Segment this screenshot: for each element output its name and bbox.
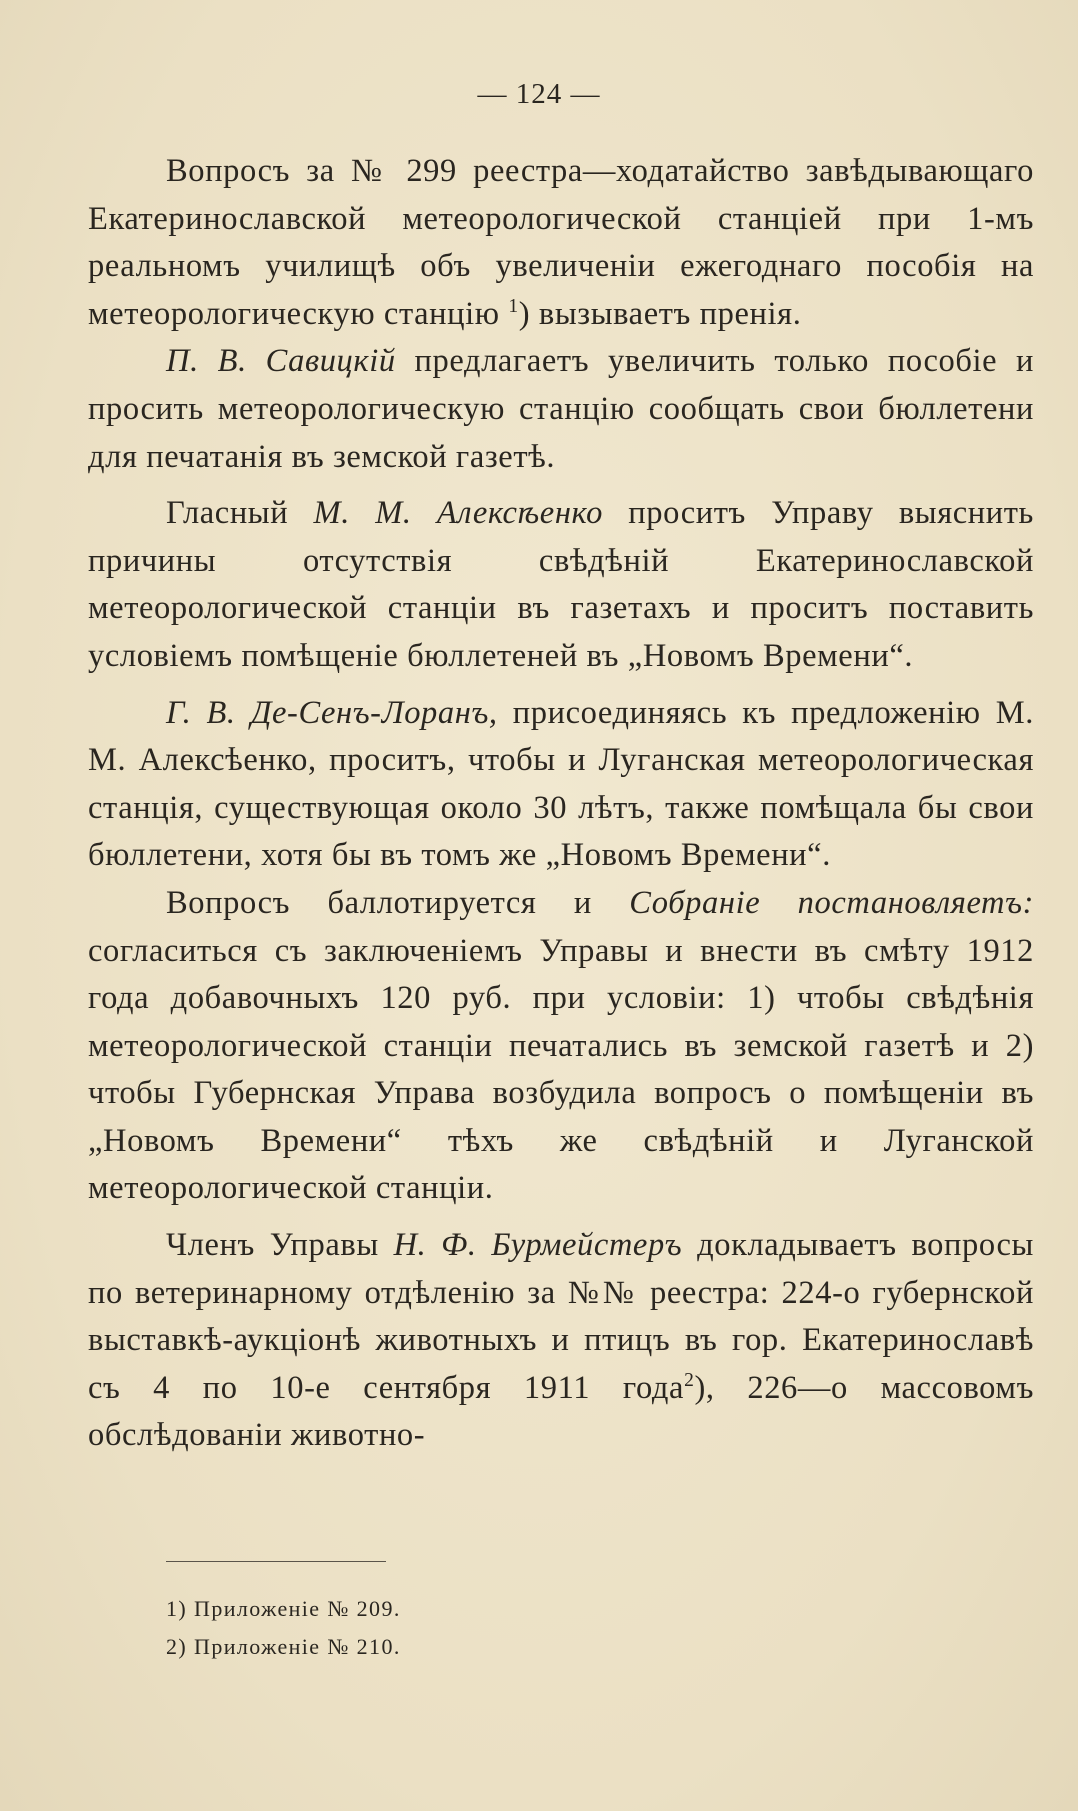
- footnote-ref-1[interactable]: 1: [508, 295, 519, 317]
- paragraph-alekseenko: [88, 490, 1034, 680]
- speaker-name: П. В. Савицкій: [166, 343, 396, 380]
- footnote-text: Приложеніе № 209.: [187, 1596, 401, 1621]
- paragraph-savitsky: [88, 338, 1034, 481]
- footnote-mark: 2): [166, 1634, 188, 1659]
- paragraph-text-tail: ), 226—о массовомъ обслѣдованіи животно-: [88, 1369, 1034, 1454]
- resolution-phrase: Собраніе постановляетъ:: [629, 884, 1035, 921]
- paragraph-resolution: [88, 880, 1034, 1213]
- paragraph-text: докладываетъ вопросы по ветеринарному отдѣленію за №№ реестра: 224-о губернской выставкѣ-аукціонѣ животныхъ и птицъ въ гор. Екатеринославѣ съ 4 по 10-е сентября 1911 года: [88, 1227, 1034, 1406]
- footnote-2: [166, 1628, 766, 1666]
- paragraph-lead: Вопросъ баллотируется и: [166, 884, 630, 921]
- paragraph-text: проситъ Управу выяснить причины отсутствія свѣдѣній Екатеринославской метеорологической станціи въ газетахъ и проситъ поставить условіемъ помѣщеніе бюллетеней въ „Новомъ Времени“.: [88, 495, 1034, 674]
- paragraph-text: Вопросъ за № 299 реестра—ходатайство завѣдывающаго Екатеринославской метеорологической станціей при 1-мъ реальномъ училищѣ объ увеличеніи ежегоднаго пособія на метеорологическую станцію: [88, 153, 1034, 332]
- speaker-name: М. М. Алексѣенко: [313, 495, 603, 532]
- footnote-divider: [166, 1561, 386, 1562]
- paragraph-text: присоединяясь къ предложенію М. М. Алексѣенко, проситъ, чтобы и Луганская метеорологическая станція, существующая около 30 лѣтъ, также помѣщала бы свои бюллетени, хотя бы въ томъ же „Новомъ Времени“.: [88, 694, 1034, 874]
- paragraph-burmeister: [88, 1222, 1034, 1460]
- page-number: — 124 —: [477, 78, 601, 110]
- paragraph-lead: Членъ Управы: [166, 1227, 394, 1264]
- paragraph-ventilation-station: [88, 148, 1034, 338]
- footnote-text: Приложеніе № 210.: [187, 1634, 401, 1659]
- paragraph-lead: Гласный: [166, 495, 314, 532]
- body-text: [88, 148, 1034, 1460]
- paragraph-text: предлагаетъ увеличить только пособіе и просить метеорологическую станцію сообщать свои бюллетени для печатанія въ земской газетѣ.: [88, 343, 1034, 475]
- paragraph-de-saint-laurent: [88, 690, 1034, 880]
- speaker-name: Н. Ф. Бурмейстеръ: [393, 1227, 683, 1264]
- footnote-mark: 1): [166, 1596, 188, 1621]
- paragraph-text-tail: ) вызываетъ пренія.: [518, 295, 802, 332]
- footnote-1: [166, 1590, 766, 1628]
- paragraph-text: согласиться съ заключеніемъ Управы и внести въ смѣту 1912 года добавочныхъ 120 руб. при условіи: 1) чтобы свѣдѣнія метеорологической станціи печатались въ земской газетѣ и 2) чтобы Губернская Управа возбудила вопросъ о помѣщеніи въ „Новомъ Времени“ тѣхъ же свѣдѣній и Луганской метеорологической станціи.: [88, 932, 1034, 1207]
- speaker-name: Г. В. Де-Сенъ-Лоранъ,: [166, 694, 498, 731]
- footnotes: [166, 1590, 766, 1666]
- footnote-ref-2[interactable]: 2: [684, 1370, 695, 1392]
